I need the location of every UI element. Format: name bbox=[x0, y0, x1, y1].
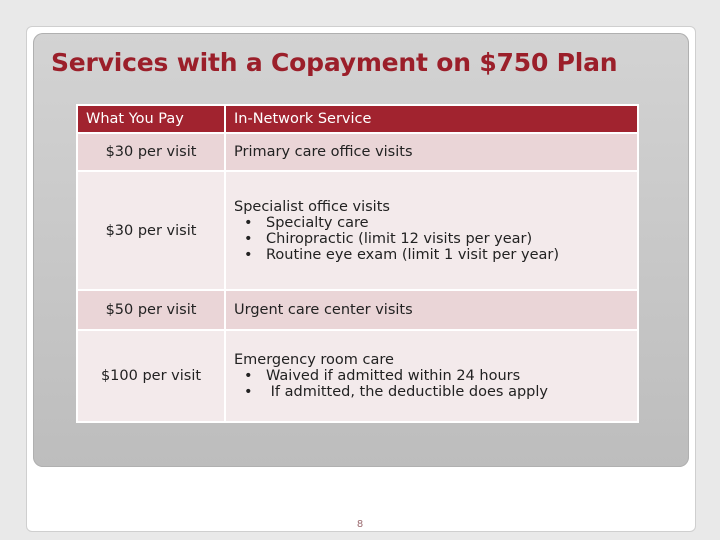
bullet-item: • Specialty care bbox=[234, 215, 629, 231]
service-name: Primary care office visits bbox=[234, 144, 413, 160]
bullet-item: • Chiropractic (limit 12 visits per year) bbox=[234, 231, 629, 247]
pay-cell: $50 per visit bbox=[77, 290, 225, 330]
copayment-table bbox=[76, 104, 639, 423]
service-cell bbox=[225, 171, 638, 290]
service-name: Specialist office visits bbox=[234, 198, 390, 215]
table-header-row bbox=[77, 105, 638, 133]
pay-cell: $30 per visit bbox=[77, 171, 225, 290]
pay-cell: $30 per visit bbox=[77, 133, 225, 171]
bullet-item: • If admitted, the deductible does apply bbox=[234, 384, 629, 400]
page-number: 8 bbox=[356, 519, 364, 530]
service-cell bbox=[225, 330, 638, 422]
slide-title: Services with a Copayment on $750 Plan bbox=[51, 48, 618, 77]
bullet-item: • Routine eye exam (limit 1 visit per year) bbox=[234, 247, 629, 263]
service-cell bbox=[225, 290, 638, 330]
header-what-you-pay: What You Pay bbox=[77, 105, 225, 133]
service-cell bbox=[225, 133, 638, 171]
service-name: Emergency room care bbox=[234, 352, 394, 368]
table-row bbox=[77, 133, 638, 171]
service-name: Urgent care center visits bbox=[234, 302, 413, 318]
table-row bbox=[77, 290, 638, 330]
service-bullets bbox=[234, 368, 629, 400]
table-row bbox=[77, 330, 638, 422]
table-row bbox=[77, 171, 638, 290]
bullet-item: • Waived if admitted within 24 hours bbox=[234, 368, 629, 384]
service-bullets bbox=[234, 215, 629, 263]
pay-cell: $100 per visit bbox=[77, 330, 225, 422]
header-in-network-service: In-Network Service bbox=[225, 105, 638, 133]
